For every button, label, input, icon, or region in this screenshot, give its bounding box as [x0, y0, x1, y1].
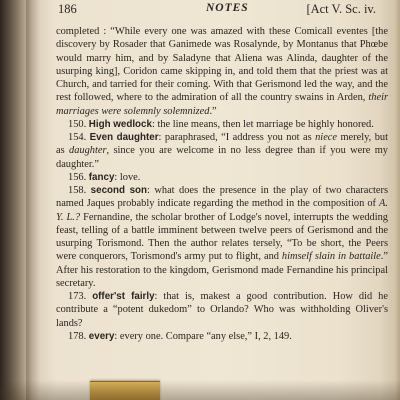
intro-end: .” [209, 105, 217, 117]
note-lemma: second son [90, 185, 147, 196]
note-number: 154. [68, 132, 87, 143]
note-text: : the line means, then let marriage be highly honored. [151, 118, 374, 130]
intro-paragraph [56, 25, 388, 118]
note-text: : what does the presence in the play of two characters named Jaques probably indicate regarding the method in the composition of [56, 185, 388, 210]
note-number: 150. [68, 118, 87, 130]
intro-italic: their marriages were solemnly solemnized [56, 92, 388, 117]
note-lemma: High wedlock [88, 118, 152, 130]
note-173 [56, 290, 388, 330]
running-header [56, 0, 390, 22]
note-italic: daughter [69, 145, 107, 157]
bottom-shadow [0, 380, 400, 400]
note-lemma: Even daughter [89, 132, 159, 143]
note-text: : every one. Compare “any else,” I, 2, 149. [114, 330, 292, 342]
note-154 [56, 131, 388, 171]
page-edge [394, 0, 400, 400]
note-text: : love. [114, 171, 141, 183]
note-156 [56, 171, 388, 184]
note-150 [56, 118, 388, 131]
running-title: NOTES [206, 2, 249, 14]
note-number: 173. [68, 291, 87, 302]
note-italic: himself slain in battaile [281, 251, 381, 263]
note-lemma: fancy [88, 171, 115, 183]
act-scene-label: [Act V. Sc. iv. [306, 2, 376, 16]
book-page [56, 0, 390, 400]
page-gutter [26, 0, 40, 400]
note-number: 178. [68, 330, 87, 342]
note-158 [56, 184, 388, 290]
page-number: 186 [58, 2, 77, 16]
note-text: , since you are welcome in no less degree than if you were my daughter.” [56, 145, 388, 170]
notes-body [56, 25, 388, 343]
intro-text: completed : “While every one was amazed with these Comicall eventes [the discovery by Rosader that Ganimede was Rosalynde, by Montanus that Phœbe would marry him, and by Saladyne that Aliena was Alinda, daughter of the usurping king], Coridon came skipping in, and told them that the priest was at Church, and tarried for their coming. With that Gerismond led the way, and the rest followed, where to the admiration of all the country swains in Arden, [56, 26, 388, 104]
note-text: : that is, makest a good contribution. How did he contribute a “potent dukedom” to Orlando? Who was withholding Oliver's lands? [56, 291, 388, 329]
note-lemma: every [88, 330, 115, 342]
note-178 [56, 330, 388, 343]
note-italic: A. Y. L.? [56, 198, 388, 223]
book-spine [0, 0, 26, 400]
note-lemma: offer'st fairly [92, 291, 155, 302]
note-text: Fernandine, the scholar brother of Lodge's novel, interrupts the wedding feast, telling of a battle imminent between twelve peers of Gerismond and the usurping Torismond. Then the author relates tersely, “To be short, the Peers were conquerors, Torismond's army put to flight, and [56, 211, 388, 263]
note-text: .” After his restoration to the kingdom, Gerismond made Fernandine his principal secretary. [56, 251, 388, 289]
note-italic: niece [315, 132, 338, 143]
note-number: 158. [68, 185, 87, 196]
note-text: : paraphrased, “I address you not as [158, 132, 316, 143]
note-text: merely, but as [56, 132, 388, 157]
note-number: 156. [68, 171, 87, 183]
